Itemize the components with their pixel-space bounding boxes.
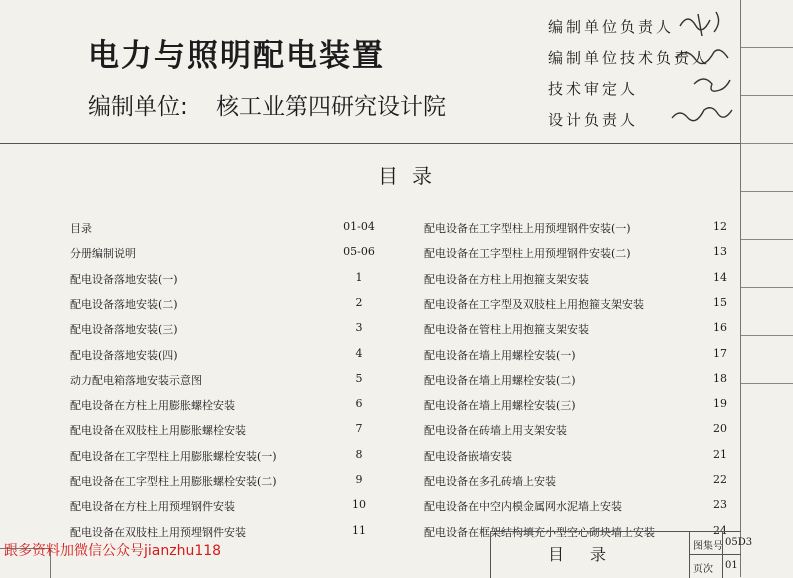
page-number-cell [689,555,741,577]
toc-entry-title: 配电设备在方柱上用膨胀螺栓安装 [70,399,235,412]
toc-entry-page: 17 [713,347,727,360]
title-block-name: 目录 [491,532,690,578]
toc-entry-page: 24 [713,524,727,537]
toc-entry-title: 目录 [70,222,92,235]
toc-entry-title: 配电设备在框架结构填充小型空心砌块墙上安装 [424,526,655,539]
set-number-label: 图集号 [693,541,723,552]
toc-entry-title: 配电设备在双肢柱上用膨胀螺栓安装 [70,424,246,437]
responsible-line-1: 编制单位负责人 [548,18,675,36]
toc-entry-title: 配电设备在墙上用螺栓安装(三) [424,399,576,412]
toc-entry-title: 配电设备落地安装(二) [70,298,178,311]
toc-entry-title: 配电设备落地安装(一) [70,273,178,286]
toc-entry-title: 配电设备在工字型柱上用预埋钢件安装(二) [424,247,631,260]
set-number-cell [689,532,753,554]
set-number-value: 05D3 [725,537,753,548]
toc-heading: 目录 [378,164,446,188]
toc-entry-page: 23 [713,498,727,511]
toc-entry-page: 9 [355,473,363,486]
toc-entry-title: 配电设备在砖墙上用支架安装 [424,424,567,437]
toc-entry-title: 分册编制说明 [70,247,136,260]
toc-entry-page: 3 [355,321,363,334]
toc-entry-title: 配电设备在工字型柱上用膨胀螺栓安装(一) [70,450,277,463]
toc-entry-title: 配电设备在工字型柱上用膨胀螺栓安装(二) [70,475,277,488]
toc-entry-page: 21 [713,448,727,461]
toc-entry-page: 10 [352,498,366,511]
toc-entry-page: 11 [352,524,366,537]
toc-entry-title: 配电设备在工字型柱上用预埋钢件安装(一) [424,222,631,235]
toc-entry-title: 配电设备在多孔砖墙上安装 [424,475,556,488]
toc-entry-page: 16 [713,321,727,334]
toc-entry-title: 配电设备在墙上用螺栓安装(一) [424,349,576,362]
toc-entry-page: 20 [713,422,727,435]
toc-entry-page: 5 [355,372,363,385]
compiler-label: 编制单位: [88,94,188,120]
toc-entry-page: 12 [713,220,727,233]
page-number-value: 01 [725,560,738,571]
responsible-line-4: 设计负责人 [548,111,639,129]
toc-entry-page: 2 [355,296,363,309]
toc-entry-title: 配电设备在方柱上用预埋钢件安装 [70,500,235,513]
toc-entry-title: 配电设备在方柱上用抱箍支架安装 [424,273,589,286]
atlas-title: 电力与照明配电装置 [88,38,385,74]
toc-entry-page: 18 [713,372,727,385]
toc-entry-page: 19 [713,397,727,410]
toc-entry-page: 1 [355,271,363,284]
toc-entry-title: 配电设备在墙上用螺栓安装(二) [424,374,576,387]
toc-entry-title: 配电设备嵌墙安装 [424,450,512,463]
toc-entry-page: 22 [713,473,727,486]
toc-entry-title: 配电设备在中空内模金属网水泥墙上安装 [424,500,622,513]
header-separator [0,143,740,144]
toc-entry-title: 配电设备落地安装(四) [70,349,178,362]
toc-entry-title: 配电设备在双肢柱上用预埋钢件安装 [70,526,246,539]
toc-entry-page: 13 [713,245,727,258]
toc-entry-title: 配电设备在管柱上用抱箍支架安装 [424,323,589,336]
title-block [490,531,753,578]
responsible-line-3: 技术审定人 [548,80,639,98]
toc-entry-page: 15 [713,296,727,309]
handwritten-signatures [670,6,740,134]
compiler-name: 核工业第四研究设计院 [216,94,446,120]
toc-entry-page: 05-06 [343,245,375,258]
toc-entry-page: 8 [355,448,363,461]
toc-entry-page: 6 [355,397,363,410]
watermark-text: 跟多资料加微信公众号jianzhu118 [4,543,222,559]
toc-entry-title: 配电设备落地安装(三) [70,323,178,336]
toc-entry-page: 7 [355,422,363,435]
toc-entry-title: 配电设备在工字型及双肢柱上用抱箍支架安装 [424,298,644,311]
toc-entry-page: 4 [355,347,363,360]
toc-entry-page: 01-04 [343,220,375,233]
toc-entry-title: 动力配电箱落地安装示意图 [70,374,202,387]
toc-entry-page: 14 [713,271,727,284]
page-number-label: 页次 [693,564,713,575]
sidebar-strip [740,0,793,577]
responsible-line-2: 编制单位技术负责人 [548,49,711,67]
